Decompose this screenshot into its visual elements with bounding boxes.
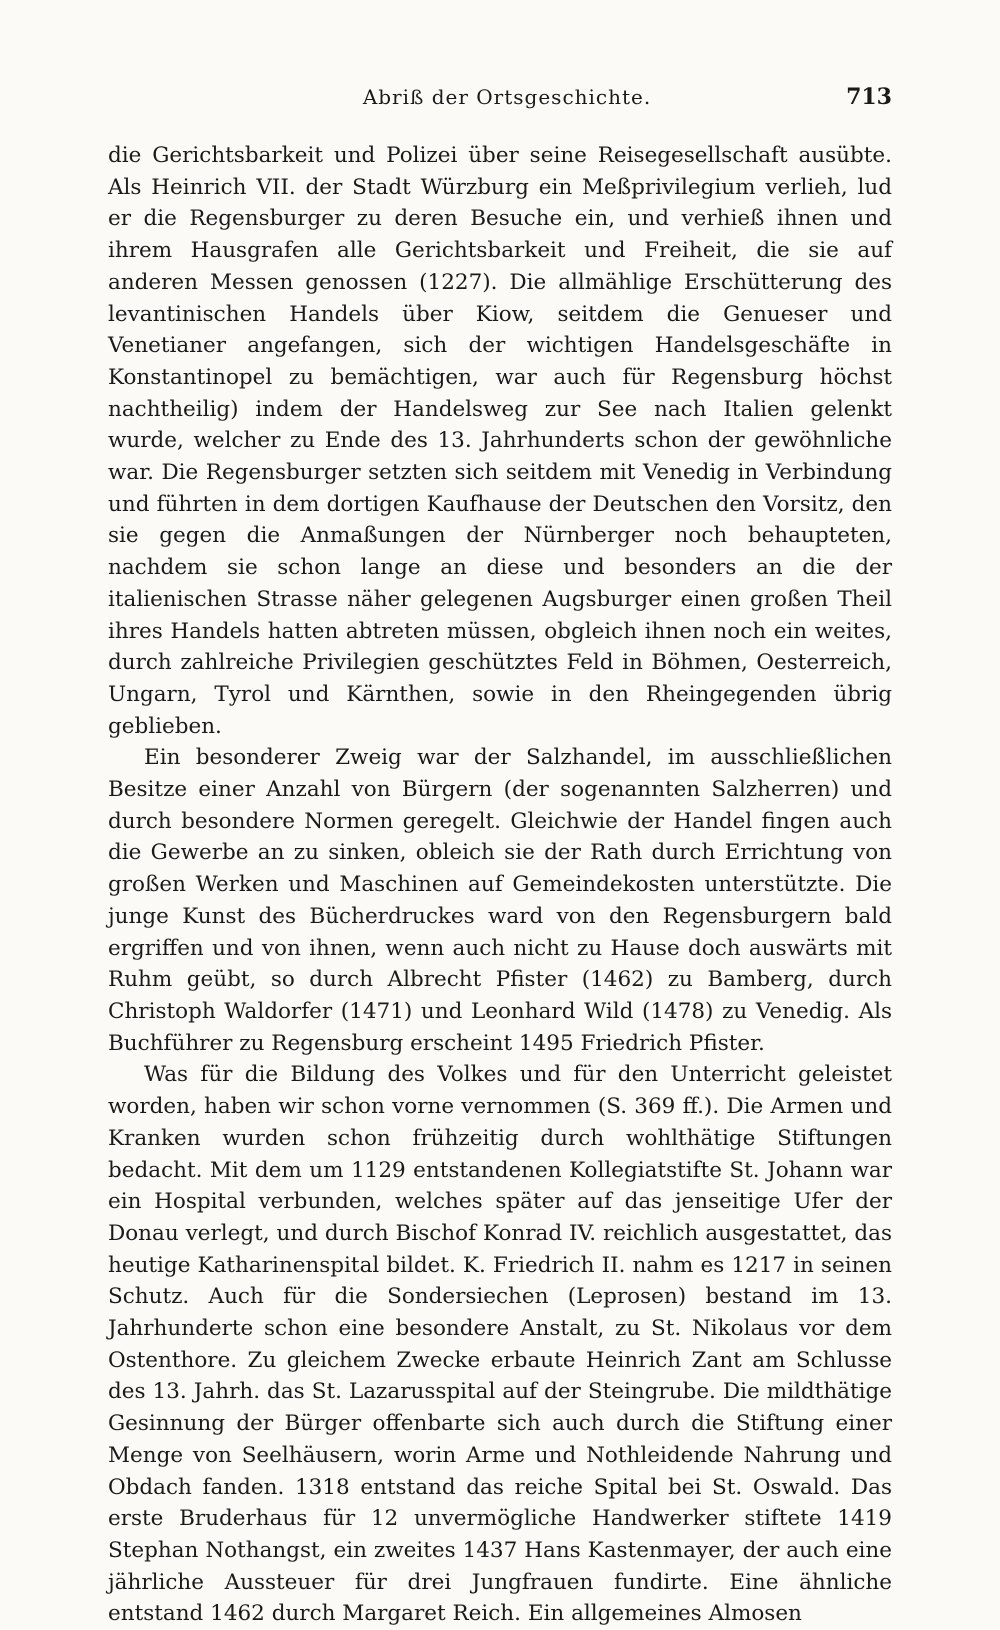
running-head: Abriß der Ortsgeschichte. [362, 85, 652, 109]
page-number: 713 [846, 84, 892, 110]
paragraph-continued: die Gerichtsbarkeit und Polizei über seine Reisegesellschaft ausübte. Als Heinrich VII. der Stadt Würzburg ein Meßprivilegium verlieh, lud er die Regensburger zu deren Besuche ein, und verhieß ihnen und ihrem Hausgrafen alle Gerichtsbarkeit und Freiheit, die sie auf anderen Messen genossen (1227). Die allmählige Erschütterung des levantinischen Handels über Kiow, seitdem die Genueser und Venetianer angefangen, sich der wichtigen Handelsgeschäfte in Konstantinopel zu bemächtigen, war auch für Regensburg höchst nachtheilig) indem der Handelsweg zur See nach Italien gelenkt wurde, welcher zu Ende des 13. Jahrhunderts schon der gewöhnliche war. Die Regensburger setzten sich seitdem mit Venedig in Verbindung und führten in dem dortigen Kaufhause der Deutschen den Vorsitz, den sie gegen die Anmaßungen der Nürnberger noch behaupteten, nachdem sie schon lange an diese und besonders an die der italienischen Strasse näher gelegenen Augsburger einen großen Theil ihres Handels hatten abtreten müssen, obgleich ihnen noch ein weites, durch zahlreiche Privilegien geschütztes Feld in Böhmen, Oesterreich, Ungarn, Tyrol und Kärnthen, sowie in den Rheingegenden übrig geblieben. [108, 143, 892, 739]
body-text [108, 140, 892, 1630]
page-header [108, 84, 892, 124]
paragraph-bildung: Was für die Bildung des Volkes und für den Unterricht geleistet worden, haben wir schon vorne vernommen (S. 369 ff.). Die Armen und Kranken wurden schon frühzeitig durch wohlthätige Stiftungen bedacht. Mit dem um 1129 entstandenen Kollegiatstifte St. Johann war ein Hospital verbunden, welches später auf das jenseitige Ufer der Donau verlegt, und durch Bischof Konrad IV. reichlich ausgestattet, das heutige Katharinenspital bildet. K. Friedrich II. nahm es 1217 in seinen Schutz. Auch für die Sondersiechen (Leprosen) bestand im 13. Jahrhunderte schon eine besondere Anstalt, zu St. Nikolaus vor dem Ostenthore. Zu gleichem Zwecke erbaute Heinrich Zant am Schlusse des 13. Jahrh. das St. Lazarusspital auf der Steingrube. Die mildthätige Gesinnung der Bürger offenbarte sich auch durch die Stiftung einer Menge von Seelhäusern, worin Arme und Nothleidende Nahrung und Obdach fanden. 1318 entstand das reiche Spital bei St. Oswald. Das erste Bruderhaus für 12 unvermögliche Handwerker stiftete 1419 Stephan Nothangst, ein zweites 1437 Hans Kastenmayer, der auch eine jährliche Aussteuer für drei Jungfrauen fundirte. Eine ähnliche entstand 1462 durch Margaret Reich. Ein allgemeines Almosen [108, 1062, 892, 1627]
paragraph-salzhandel: Ein besonderer Zweig war der Salzhandel, im ausschließlichen Besitze einer Anzahl von Bürgern (der sogenannten Salzherren) und durch besondere Normen geregelt. Gleichwie der Handel fingen auch die Gewerbe an zu sinken, obleich sie der Rath durch Errichtung von großen Werken und Maschinen auf Gemeindekosten unterstützte. Die junge Kunst des Bücherdruckes ward von den Regensburgern bald ergriffen und von ihnen, wenn auch nicht zu Hause doch auswärts mit Ruhm geübt, so durch Albrecht Pfister (1462) zu Bamberg, durch Christoph Waldorfer (1471) und Leonhard Wild (1478) zu Venedig. Als Buchführer zu Regensburg erscheint 1495 Friedrich Pfister. [108, 745, 892, 1056]
